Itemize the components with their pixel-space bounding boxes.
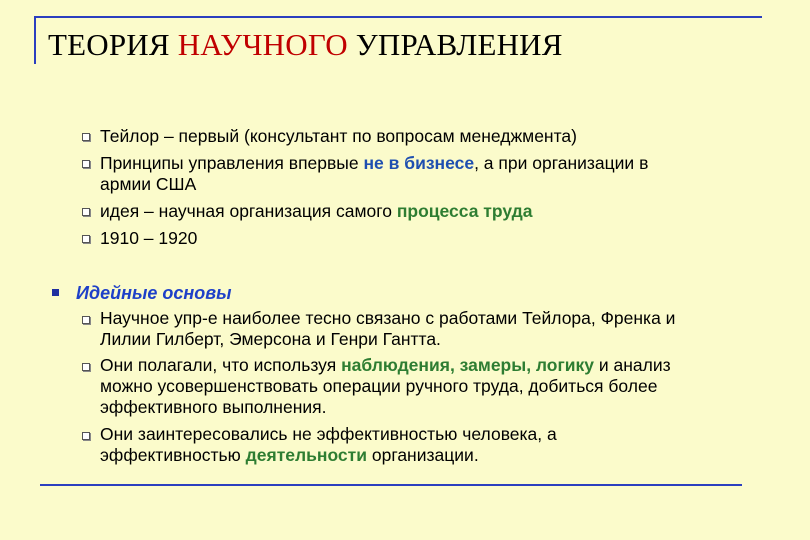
item-text-post: и анализ (594, 355, 671, 375)
bullet-item-4 (100, 228, 770, 249)
item-line-3: эффективного выполнения. (100, 397, 327, 417)
frame-bottom-line (40, 484, 742, 486)
bullet-item-2 (100, 153, 770, 195)
checkbox-bullet-icon (82, 208, 90, 216)
item-line-1: Научное упр-е наиболее тесно связано с работами Тейлора, Френка и (100, 308, 676, 328)
checkbox-bullet-icon (82, 133, 90, 141)
item-line-2: Лилии Гилберт, Эмерсона и Генри Гантта. (100, 329, 441, 349)
checkbox-bullet-icon (82, 235, 90, 243)
item-line-2: можно усовершенствовать операции ручного труда, добиться более (100, 376, 658, 396)
section-item-2 (100, 355, 770, 418)
section-item-3 (100, 424, 770, 466)
title-part-1: ТЕОРИЯ (48, 27, 178, 62)
frame-top-line (34, 16, 762, 18)
bullet-item-3 (100, 201, 770, 222)
item-highlight: деятельности (245, 445, 367, 465)
item-highlight: наблюдения, замеры, логику (341, 355, 595, 375)
bullet-text-pre: идея – научная организация самого (100, 201, 397, 221)
section-heading: Идейные основы (76, 283, 232, 303)
section-item-1 (100, 308, 770, 350)
item-text-pre: Они полагали, что используя (100, 355, 342, 375)
title-part-2: НАУЧНОГО (177, 27, 348, 62)
checkbox-bullet-icon (82, 363, 90, 371)
bullet-highlight: не в бизнесе (363, 153, 475, 173)
frame-left-line (34, 16, 36, 64)
bullet-text-pre: Принципы управления впервые (100, 153, 364, 173)
bullet-text: 1910 – 1920 (100, 228, 198, 248)
square-bullet-icon (52, 289, 59, 296)
bullet-highlight: процесса труда (396, 201, 533, 221)
title-part-3: УПРАВЛЕНИЯ (347, 27, 563, 62)
item-text-pre: эффективностью (100, 445, 246, 465)
bullet-text-line2: армии США (100, 174, 197, 194)
bullet-item-1 (100, 126, 770, 147)
bullet-text: Тейлор – первый (консультант по вопросам менеджмента) (100, 126, 577, 146)
bullet-text-post: , а при организации в (474, 153, 649, 173)
checkbox-bullet-icon (82, 432, 90, 440)
slide-title (48, 27, 563, 63)
checkbox-bullet-icon (82, 316, 90, 324)
item-text-post: организации. (367, 445, 479, 465)
checkbox-bullet-icon (82, 160, 90, 168)
item-line-1: Они заинтересовались не эффективностью человека, а (100, 424, 557, 444)
